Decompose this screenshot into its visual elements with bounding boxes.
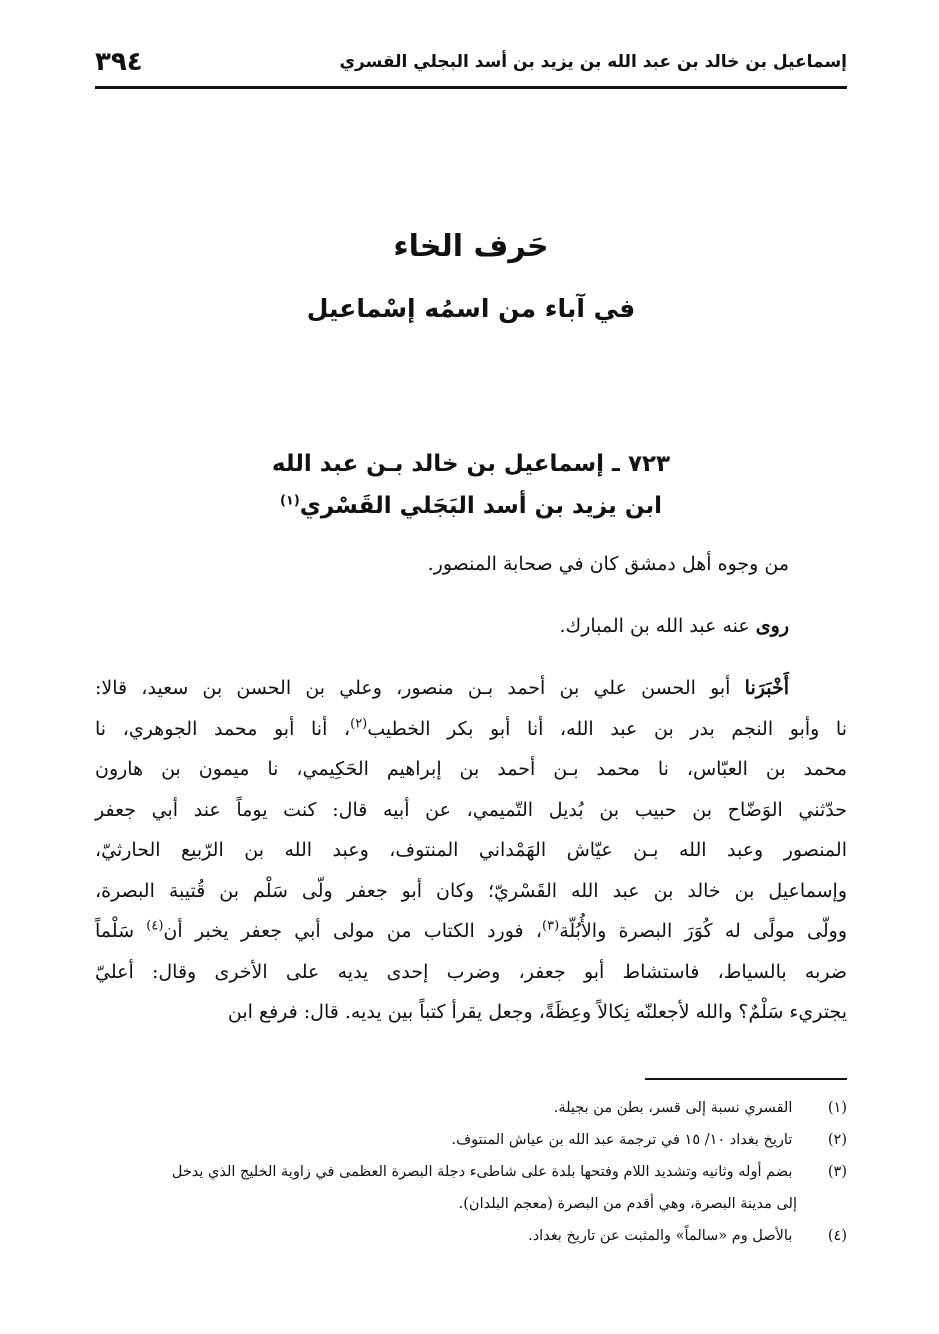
footnote-ref-2: (٢) [350, 716, 368, 732]
footnote-text: القسري نسبة إلى قسر، بطن من بجيلة. [553, 1100, 793, 1116]
footnote-ref-1: (١) [279, 493, 300, 509]
footnote-2 [95, 1124, 847, 1156]
intro-line-2-text: عنه عبد الله بن المبارك. [559, 615, 756, 637]
footnote-1 [95, 1092, 847, 1124]
body-line-2-a: نا وأبو النجم بدر بن عبد الله، أنا أبو بكر الخطيب [367, 717, 848, 740]
footnote-text: تاريخ بغداد ١٠/ ١٥ في ترجمة عبد الله بن عياش المنتوف. [451, 1132, 793, 1148]
footnote-3-continuation: إلى مدينة البصرة، وهي أقدم من البصرة (معجم البلدان). [458, 1196, 797, 1212]
entry-title-line-1: ٧٢٣ ـ إسماعيل بن خالد بـن عبد الله [271, 451, 671, 477]
body-line-5: المنصور وعبد الله بـن عيّاش الهَمْداني المنتوف، وعبد الله بن الرّبيع الحارثيّ، [95, 839, 847, 861]
body-line-6: وإسماعيل بن خالد بن عبد الله القَسْريّ؛ وكان أبو جعفر ولّى سَلْم بن قُتيبة البصرة، [95, 879, 847, 902]
body-paragraph [95, 668, 847, 1033]
body-line-9: يجتريء سَلْمٌ؟ والله لأجعلنّه نِكالاً وعِظَةً، وجعل يقرأ كتباً بين يديه. قال: فرفع ابن [227, 1001, 847, 1023]
footnote-text: بالأصل وم «سالماً» والمثبت عن تاريخ بغداد. [528, 1228, 793, 1244]
entry-title [95, 443, 847, 527]
footnote-text: بضم أوله وثانيه وتشديد اللام وفتحها بلدة على شاطىء دجلة البصرة العظمى في زاوية الخليج الذي يدخل [171, 1164, 793, 1180]
section-heading: حَرف الخاء [393, 229, 549, 264]
body-line-4: حدّثني الوَضّاح بن حبيب بن بُديل التّميمي، عن أبيه قال: كنت يوماً عند أبي جعفر [95, 798, 847, 821]
footnote-number: (٢) [827, 1132, 847, 1148]
footnote-number: (١) [827, 1100, 847, 1116]
footnote-3 [95, 1156, 847, 1188]
body-line-3: محمد بن العبّاس، نا محمد بـن أحمد بن إبراهيم الحَكِيمي، نا ميمون بن هارون [95, 758, 847, 780]
body-line-8: ضربه بالسياط، فاستشاط أبو جعفر، وضرب إحدى يديه على الأخرى وقال: أعليّ [95, 960, 847, 983]
footnote-number: (٤) [827, 1228, 847, 1244]
intro-line-2 [95, 606, 847, 646]
body-line-2 [95, 709, 847, 750]
entry-title-line-2 [95, 485, 847, 527]
body-lead-word: أَخْبَرَنا [744, 677, 789, 699]
footnote-number: (٣) [827, 1164, 847, 1180]
footnotes [95, 1092, 847, 1252]
body-line-7 [95, 911, 847, 952]
intro-lead-word: روى [755, 615, 789, 637]
body-line-2-b: ، أنا أبو محمد الجوهري، نا [95, 717, 351, 740]
footnote-ref-3: (٣) [542, 918, 560, 934]
body-line-7-b: ، فورد الكتاب من مولى أبي جعفر يخبر أن [163, 920, 543, 942]
body-line-1 [95, 668, 847, 709]
footnote-ref-4: (٤) [146, 918, 164, 934]
page-number: ٣٩٤ [95, 47, 143, 77]
footnote-separator [645, 1078, 847, 1080]
running-title: إسماعيل بن خالد بن عبد الله بن يزيد بن أسد البجلي القسري [339, 52, 847, 72]
entry-title-line-2-text: ابن يزيد بن أسد البَجَلي القَسْري [299, 493, 663, 519]
footnote-4 [95, 1220, 847, 1252]
running-header [95, 38, 847, 89]
body-line-1-text: أبو الحسن علي بن أحمد بـن منصور، وعلي بن الحسن بن سعيد، قالا: [95, 677, 745, 699]
body-line-7-c: سَلْماً [95, 920, 147, 942]
body-line-7-a: وولّى مولًى له كُوَرَ البصرة والأُبُلّة [559, 920, 848, 942]
intro-line-1: من وجوه أهل دمشق كان في صحابة المنصور. [427, 553, 789, 575]
section-subheading: في آباء من اسمُه إسْماعيل [306, 294, 636, 323]
